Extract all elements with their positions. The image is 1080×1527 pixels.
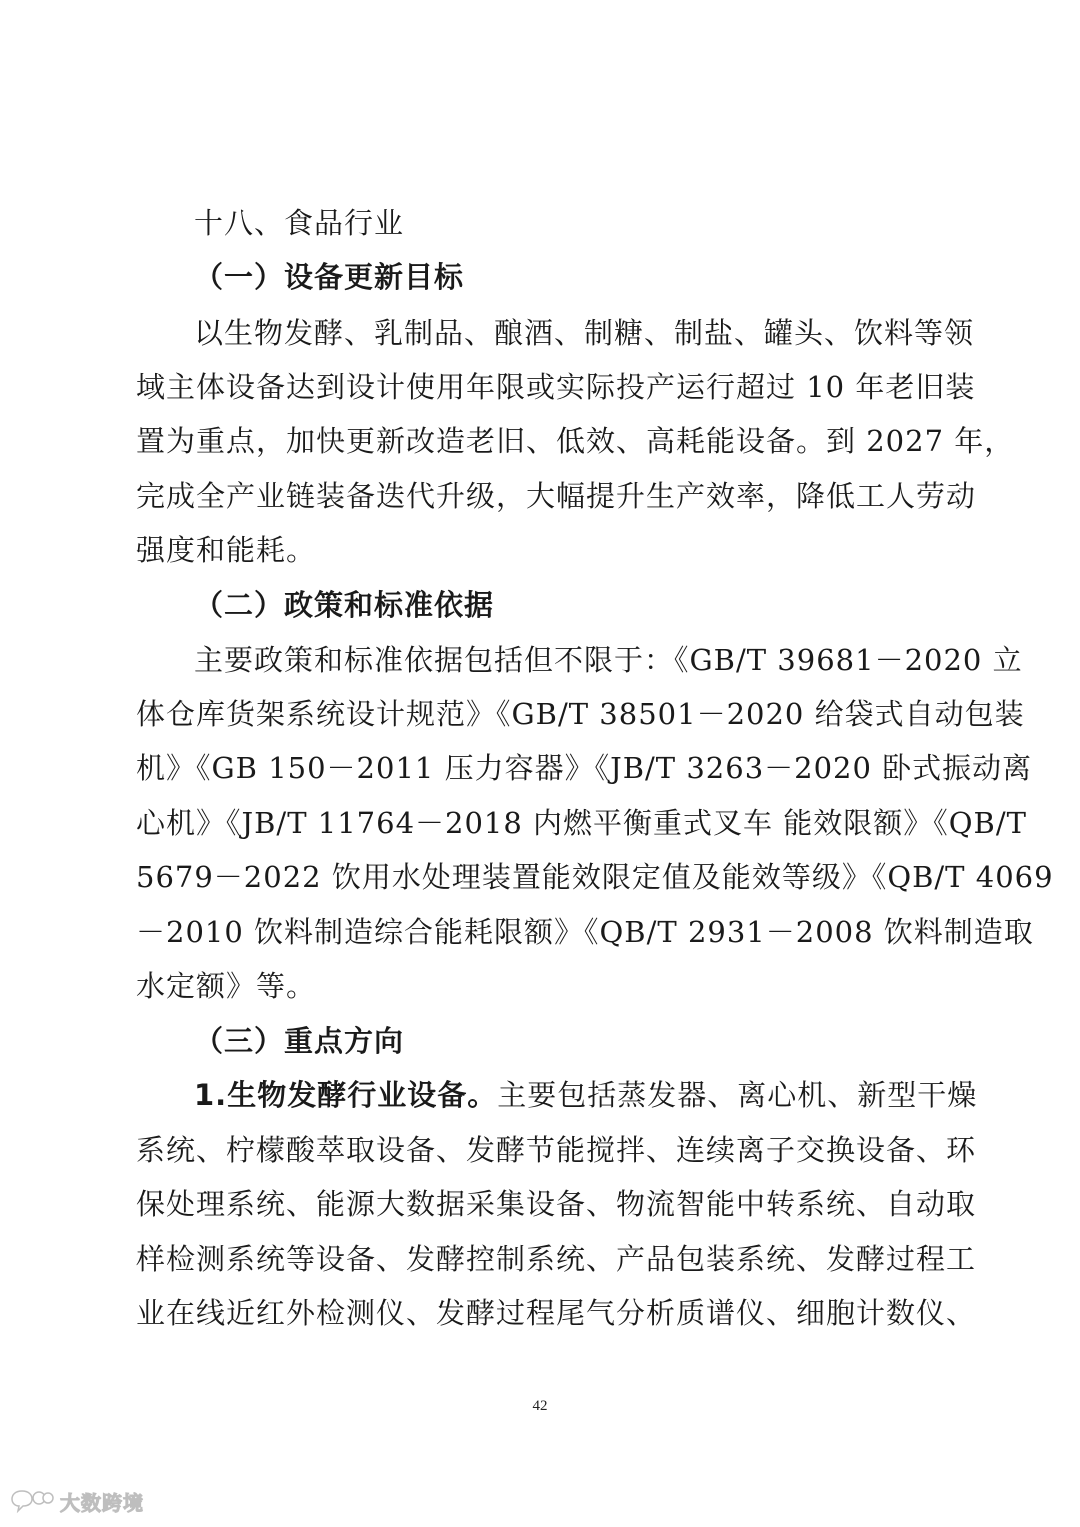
subsection-heading-2: （二）政策和标准依据 <box>194 588 495 622</box>
item1-text: 主要包括蒸发器、离心机、新型干燥 <box>497 1078 978 1112</box>
paragraph-line: 完成全产业链装备迭代升级，大幅提升生产效率，降低工人劳动 <box>136 479 977 513</box>
paragraph-line: 强度和能耗。 <box>136 533 317 567</box>
page-number: 42 <box>532 1398 548 1414</box>
paragraph-line: 保处理系统、能源大数据采集设备、物流智能中转系统、自动取 <box>136 1187 977 1221</box>
paragraph-line: 机》《GB 150－2011 压力容器》《JB/T 3263－2020 卧式振动离 <box>136 751 1033 785</box>
paragraph-line: 水定额》等。 <box>136 969 317 1003</box>
subsection-heading-3: （三）重点方向 <box>194 1024 405 1058</box>
paragraph-line: 域主体设备达到设计使用年限或实际投产运行超过 10 年老旧装 <box>136 370 976 404</box>
item1-title: 1.生物发酵行业设备。 <box>194 1078 498 1112</box>
paragraph-line: 心机》《JB/T 11764－2018 内燃平衡重式叉车 能效限额》《QB/T <box>136 806 1027 840</box>
watermark <box>10 1486 144 1516</box>
watermark-text: 大数跨境 <box>60 1490 144 1515</box>
paragraph-line: 体仓库货架系统设计规范》《GB/T 38501－2020 给袋式自动包装 <box>136 697 1025 731</box>
paragraph-line: 5679－2022 饮用水处理装置能效限定值及能效等级》《QB/T 4069 <box>136 860 1054 894</box>
paragraph-line: 样检测系统等设备、发酵控制系统、产品包装系统、发酵过程工 <box>136 1242 977 1276</box>
paragraph-line: 主要政策和标准依据包括但不限于：《GB/T 39681－2020 立 <box>194 643 1023 677</box>
paragraph-line: －2010 饮料制造综合能耗限额》《QB/T 2931－2008 饮料制造取 <box>136 915 1034 949</box>
subsection-heading-1: （一）设备更新目标 <box>194 260 465 294</box>
section-title: 十八、食品行业 <box>194 206 405 240</box>
paragraph-line: 业在线近红外检测仪、发酵过程尾气分析质谱仪、细胞计数仪、 <box>136 1296 977 1330</box>
paragraph-line-item1 <box>194 1068 978 1122</box>
paragraph-line: 置为重点，加快更新改造老旧、低效、高耗能设备。到 2027 年， <box>136 424 1015 458</box>
chat-bubble-logo-icon <box>10 1488 54 1514</box>
paragraph-line: 系统、柠檬酸萃取设备、发酵节能搅拌、连续离子交换设备、环 <box>136 1133 977 1167</box>
paragraph-line: 以生物发酵、乳制品、酿酒、制糖、制盐、罐头、饮料等领 <box>194 316 975 350</box>
